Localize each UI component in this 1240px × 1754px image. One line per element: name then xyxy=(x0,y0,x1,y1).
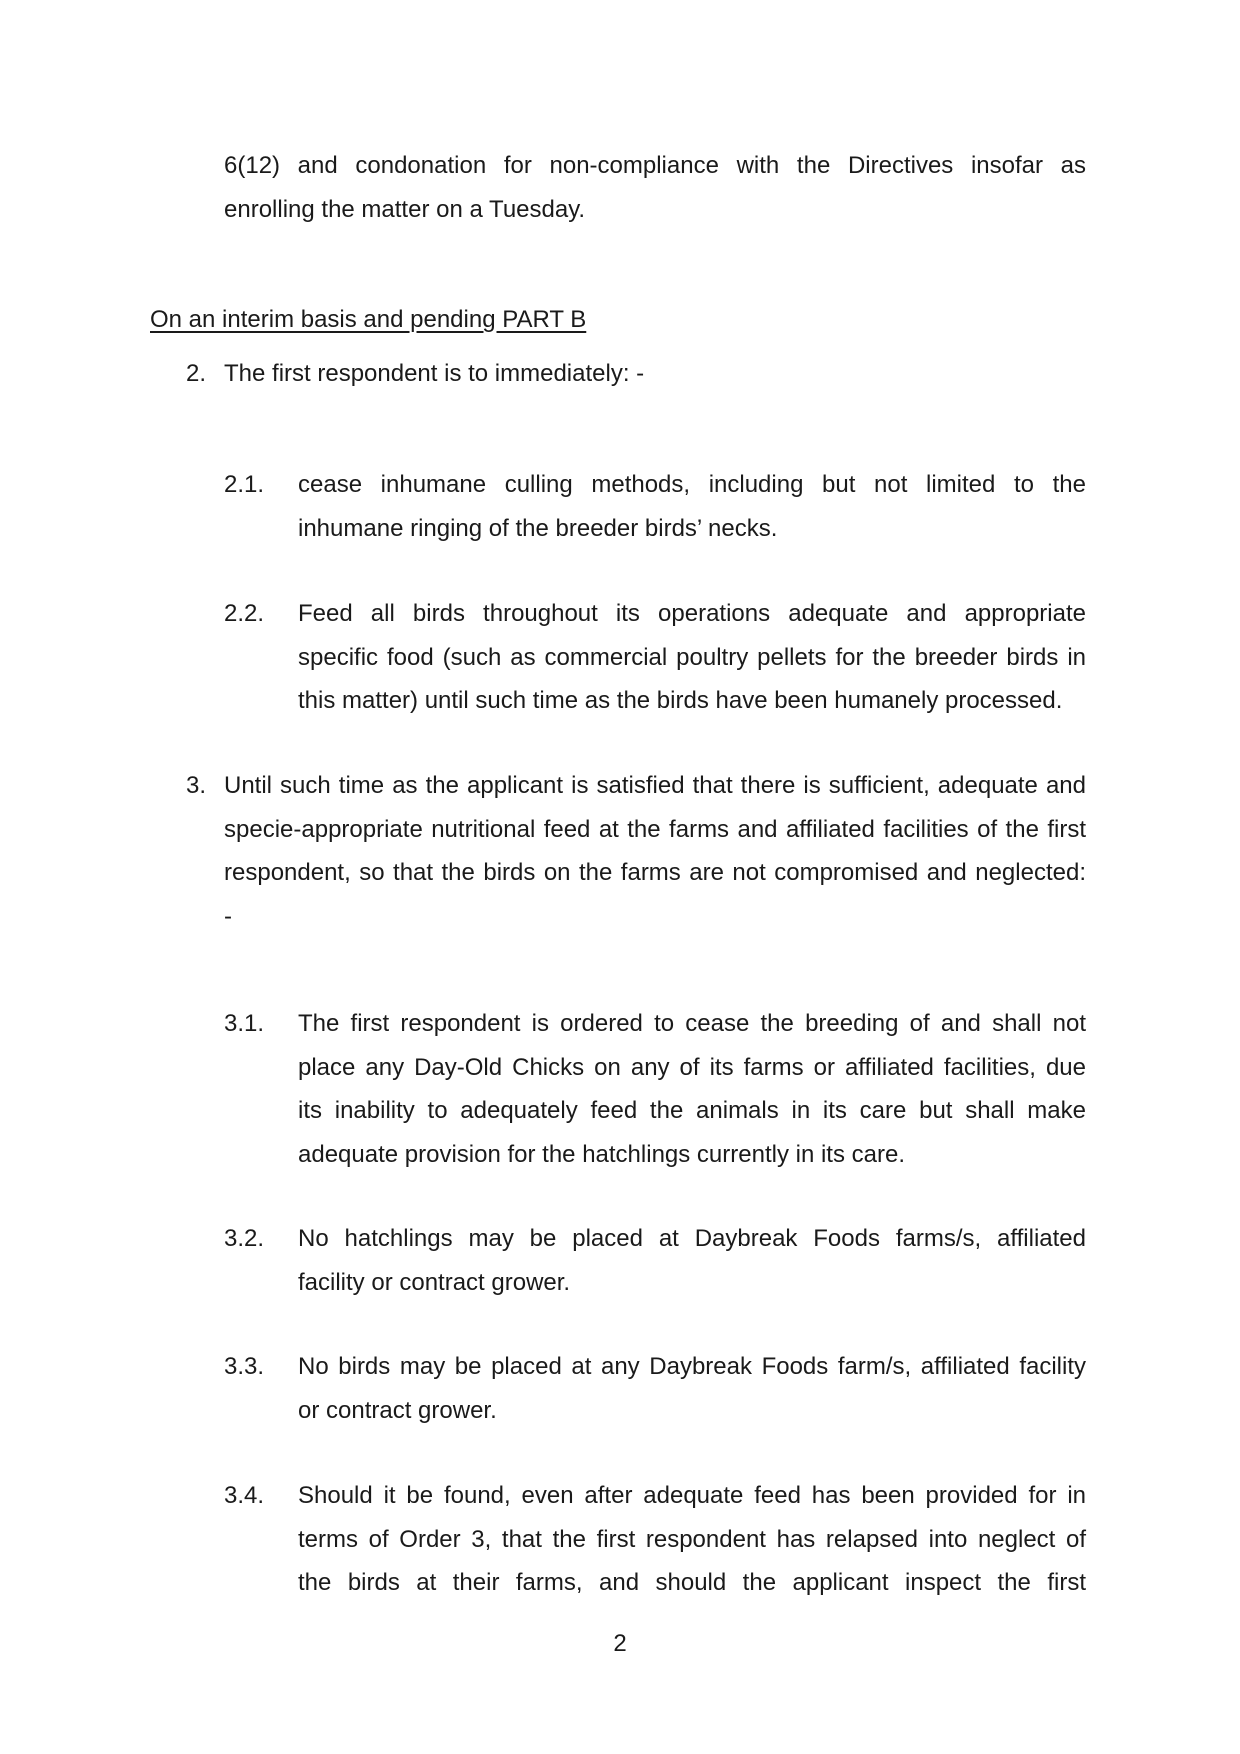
text-line: terms of Order 3, that the first respondent has relapsed into neglect of xyxy=(298,1525,1086,1553)
item-2-1-text xyxy=(298,463,1086,550)
text-line: enrolling the matter on a Tuesday. xyxy=(224,195,586,223)
text-line: or contract grower. xyxy=(298,1396,497,1424)
item-number: 3.4. xyxy=(224,1482,265,1509)
text-line: its inability to adequately feed the animals in its care but shall make xyxy=(298,1097,1086,1124)
text-line: The first respondent is to immediately: - xyxy=(224,360,645,387)
item-number: 2. xyxy=(186,360,207,387)
text-line: the birds at their farms, and should the applicant inspect the first xyxy=(298,1569,1086,1596)
item-2-2-text xyxy=(298,592,1086,723)
item-2-text xyxy=(224,352,1086,396)
text-line: this matter) until such time as the birds have been humanely processed. xyxy=(298,687,1063,714)
text-line: place any Day-Old Chicks on any of its farms or affiliated facilities, due xyxy=(298,1053,1086,1081)
continuation-paragraph xyxy=(224,144,1086,231)
page-number: 2 xyxy=(613,1630,627,1657)
text-line: adequate provision for the hatchlings currently in its care. xyxy=(298,1140,905,1168)
text-line: - xyxy=(224,902,232,930)
item-number: 3.3. xyxy=(224,1353,265,1380)
text-line: No hatchlings may be placed at Daybreak Foods farms/s, affiliated xyxy=(298,1225,1086,1252)
item-3-3-text xyxy=(298,1345,1086,1432)
section-heading: On an interim basis and pending PART B xyxy=(150,306,587,333)
text-line: No birds may be placed at any Daybreak Foods farm/s, affiliated facility xyxy=(298,1353,1086,1380)
item-number: 3.2. xyxy=(224,1225,265,1252)
text-line: The first respondent is ordered to cease the breeding of and shall not xyxy=(298,1010,1086,1037)
text-line: inhumane ringing of the breeder birds’ necks. xyxy=(298,514,778,542)
text-line: Until such time as the applicant is satisfied that there is sufficient, adequate and xyxy=(224,772,1086,799)
text-line: respondent, so that the birds on the farms are not compromised and neglected: xyxy=(224,859,1086,886)
text-line: 6(12) and condonation for non-compliance with the Directives insofar as xyxy=(224,152,1086,179)
text-line: cease inhumane culling methods, including but not limited to the xyxy=(298,471,1086,498)
text-line: Feed all birds throughout its operations adequate and appropriate xyxy=(298,600,1086,627)
text-line: Should it be found, even after adequate feed has been provided for in xyxy=(298,1482,1086,1509)
text-line: specific food (such as commercial poultry pellets for the breeder birds in xyxy=(298,643,1086,671)
item-number: 3. xyxy=(186,772,207,799)
text-line: specie-appropriate nutritional feed at the farms and affiliated facilities of the first xyxy=(224,815,1086,843)
item-3-4-text xyxy=(298,1474,1086,1605)
item-3-text xyxy=(224,764,1086,938)
text-line: facility or contract grower. xyxy=(298,1268,571,1296)
item-number: 3.1. xyxy=(224,1010,265,1037)
item-number: 2.1. xyxy=(224,471,265,498)
item-number: 2.2. xyxy=(224,600,265,627)
item-3-2-text xyxy=(298,1217,1086,1304)
item-3-1-text xyxy=(298,1002,1086,1176)
